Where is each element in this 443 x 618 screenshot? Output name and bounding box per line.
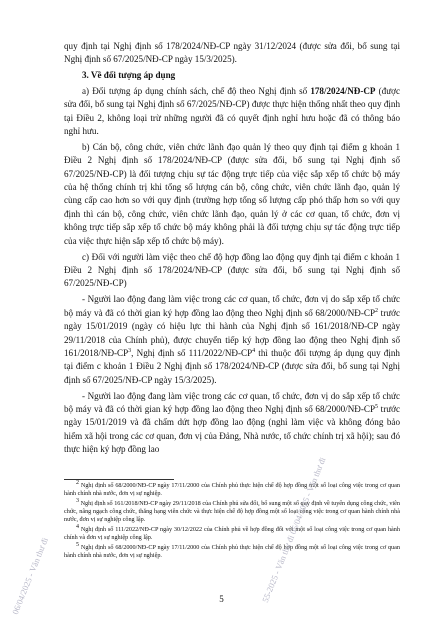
page-number: 5 [219, 594, 224, 604]
section-heading: 3. Về đối tượng áp dụng [82, 70, 176, 81]
paragraph-c: c) Đối với người làm việc theo chế độ hợp đồng lao động quy định tại điểm c khoản 1 Điều 2 Nghị định số 178/2024/NĐ-CP (được sửa đổi, bổ sung tại Nghị định số 67/2025/NĐ-CP) [64, 251, 400, 289]
paragraph-b: b) Cán bộ, công chức, viên chức lãnh đạo quản lý theo quy định tại điểm g khoản 1 Điều 2 Nghị định số 178/2024/NĐ-CP (được sửa đổi, bổ sung tại Nghị định số 67/2025/NĐ-CP) là đối tượng chịu sự tác động trực tiếp của việc sắp xếp tổ chức bộ máy của hệ thống chính trị khi tổng số lượng cán bộ, công chức, viên chức lãnh đạo, quản lý cùng cấp cao hơn so với quy định (trường hợp tổng số lượng cấp phó thấp hơn so với quy định thì cán bộ, công chức, viên chức lãnh đạo, quản lý ở các cơ quan, tổ chức, đơn vị không trực tiếp sắp xếp tổ chức bộ máy không phải là đối tượng chịu sự tác động trực tiếp của việc thực hiện sắp xếp tổ chức bộ máy). [64, 141, 400, 246]
footnote-ref-3: 3 [128, 347, 132, 354]
paragraph-a-text-1: a) Đối tượng áp dụng chính sách, chế độ theo Nghị định số [82, 85, 311, 96]
dash-1-text-3: , Nghị định số 111/2022/NĐ-CP [131, 347, 253, 358]
footnote [64, 541, 400, 560]
footnote-number: 2 [76, 479, 79, 486]
footnote-number: 4 [76, 523, 79, 530]
footnote-text: Nghị định số 161/2018/NĐ-CP ngày 29/11/2018 của Chính phủ sửa đổi, bổ sung một số quy định về tuyển dụng công chức, viên chức, nâng ngạch công chức, thăng hạng viên chức và thực hiện chế độ hợp đồng một số loại công việc trong cơ quan hành chính nhà nước, đơn vị sự nghiệp công lập. [64, 499, 400, 524]
footnote-ref-4: 4 [252, 347, 256, 354]
footnote-separator [64, 479, 174, 480]
watermark-stamp: 06/04/2025 - Văn thư đi [10, 536, 50, 616]
footnote-ref-5: 5 [375, 404, 379, 411]
footnote-text: Nghị định số 68/2000/NĐ-CP ngày 17/11/2000 của Chính phủ thực hiện chế độ hợp đồng một số loại công việc trong cơ quan hành chính nhà nước, đơn vị sự nghiệp. [64, 482, 400, 498]
footnote [64, 479, 400, 498]
footnote [64, 523, 400, 542]
footnote [64, 497, 400, 525]
watermark-stamp: 55-2025 - Văn thư đi 05/04/2025 - Văn thư đi [260, 455, 328, 604]
intro-text: quy định tại Nghị định số 178/2024/NĐ-CP ngày 31/12/2024 (được sửa đổi, bổ sung tại Nghị định số 67/2025/NĐ-CP ngày 15/3/2025). [64, 41, 400, 65]
footnote-text: Nghị định số 68/2000/NĐ-CP ngày 17/11/2000 của Chính phủ thực hiện chế độ hợp đồng một số loại công việc trong cơ quan hành chính nhà nước, đơn vị sự nghiệp. [64, 543, 400, 559]
footnote-text: Nghị định số 111/2022/NĐ-CP ngày 30/12/2022 của Chính phủ về hợp đồng đối với một số loại công việc trong cơ quan hành chính và đơn vị sự nghiệp công lập. [64, 525, 400, 541]
paragraph-dash-2 [64, 390, 400, 457]
footnotes [64, 479, 400, 561]
dash-2-text-1: - Người lao động đang làm việc trong các cơ quan, tổ chức, đơn vị do sắp xếp tổ chức bộ máy và đã có thời gian ký hợp đồng lao động theo Nghị định số 68/2000/NĐ-CP [64, 390, 400, 415]
paragraph-a-bold: 178/2024/NĐ-CP [310, 85, 376, 96]
paragraph-dash-1 [64, 293, 400, 387]
dash-1-text-4: thì thuộc đối tượng áp dụng quy định tại điểm c khoản 1 Điều 2 Nghị định số 178/2024/NĐ-CP (được sửa đổi, bổ sung tại Nghị định số 67/2025/NĐ-CP ngày 15/3/2025). [64, 347, 400, 385]
paragraph-a [64, 85, 400, 139]
footnote-ref-2: 2 [375, 307, 379, 314]
footnote-number: 3 [76, 497, 79, 504]
intro-paragraph [64, 40, 400, 67]
dash-1-text-1: - Người lao động đang làm việc trong các cơ quan, tổ chức, đơn vị do sắp xếp tổ chức bộ máy và đã có thời gian ký hợp đồng lao động theo Nghị định số 68/2000/NĐ-CP [64, 294, 400, 318]
paragraph-a-text-2: (được sửa đổi, bổ sung tại Nghị định số 67/2025/NĐ-CP) được thực hiện thống nhất theo quy định tại Điều 2, không loại trừ những người đã có quyết định nghỉ hưu hoặc đã có thông báo nghỉ hưu. [64, 85, 400, 136]
footnote-number: 5 [76, 541, 79, 548]
dash-2-text-2: trước ngày 15/01/2019 và đã chấm dứt hợp đồng lao động (nghỉ làm việc và không đóng bảo hiểm xã hội trong các cơ quan, đơn vị của Đảng, Nhà nước, tổ chức chính trị xã hội); sau đó thực hiện ký hợp đồng lao [64, 404, 401, 455]
document-body [64, 40, 400, 459]
dash-1-text-2: trước ngày 15/01/2019 (ngày có hiệu lực thi hành của Nghị định số 161/2018/NĐ-CP ngày 29/11/2018 của Chính phủ), được chuyển tiếp ký hợp đồng lao động theo Nghị định số 161/2018/NĐ-CP [64, 307, 401, 358]
